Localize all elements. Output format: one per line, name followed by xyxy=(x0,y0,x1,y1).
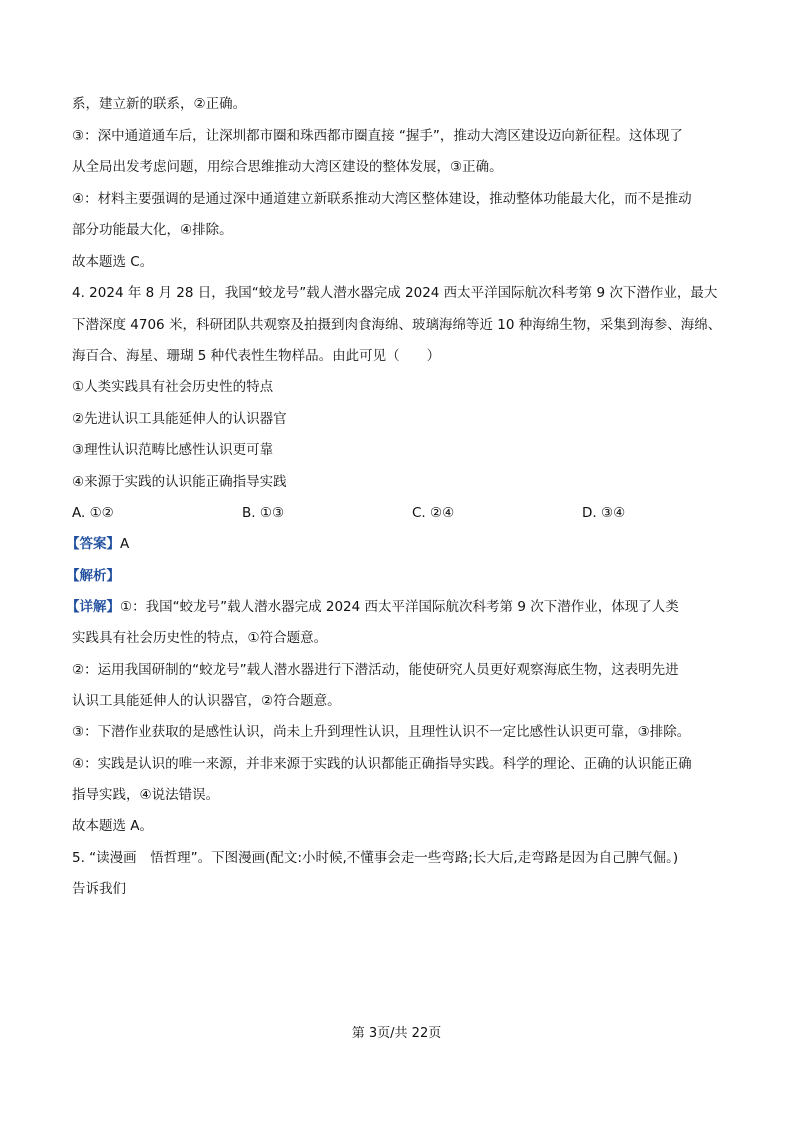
text-line: 认识工具能延伸人的认识器官，②符合题意。 xyxy=(72,693,341,709)
answer-value: A xyxy=(120,536,130,552)
analysis-tag: 【解析】 xyxy=(66,568,120,584)
statement-2: ②先进认识工具能延伸人的认识器官 xyxy=(72,411,287,427)
text-line: 指导实践，④说法错误。 xyxy=(72,787,220,803)
text-line: 实践具有社会历史性的特点，①符合题意。 xyxy=(72,630,328,646)
question-5-stem: 5. “读漫画 悟哲理”。下图漫画(配文:小时候,不懂事会走一些弯路;长大后,走弯路是因为自己脾气倔。) xyxy=(72,850,679,866)
text-line: ②：运用我国研制的“蛟龙号”载人潜水器进行下潜活动，能使研究人员更好观察海底生物，这表明先进 xyxy=(72,662,679,678)
statement-3: ③理性认识范畴比感性认识更可靠 xyxy=(72,442,274,458)
text-line: 故本题选 A。 xyxy=(72,818,154,834)
text-line: 故本题选 C。 xyxy=(72,254,154,270)
option-a: A. ①② xyxy=(72,505,114,521)
question-4-stem: 4. 2024 年 8 月 28 日，我国“蛟龙号”载人潜水器完成 2024 西太平洋国际航次科考第 9 次下潜作业，最大 xyxy=(72,285,718,301)
page-number: 第 3页/共 22页 xyxy=(351,1026,442,1041)
answer-tag: 【答案】 xyxy=(66,536,120,552)
detail-tag: 【详解】 xyxy=(66,599,120,615)
answer-line xyxy=(66,534,129,554)
statement-4: ④来源于实践的认识能正确指导实践 xyxy=(72,474,287,490)
text-line: ④：材料主要强调的是通过深中通道建立新联系推动大湾区整体建设，推动整体功能最大化，而不是推动 xyxy=(72,191,692,207)
detail-line: 【详解】①：我国“蛟龙号”载人潜水器完成 2024 西太平洋国际航次科考第 9 次下潜作业，体现了人类 xyxy=(66,599,679,615)
option-b: B. ①③ xyxy=(242,505,285,521)
text-line: 从全局出发考虑问题，用综合思维推动大湾区建设的整体发展，③正确。 xyxy=(72,159,503,175)
statement-1: ①人类实践具有社会历史性的特点 xyxy=(72,379,274,395)
text-line: ④：实践是认识的唯一来源，并非来源于实践的认识都能正确指导实践。科学的理论、正确的认识能正确 xyxy=(72,756,692,772)
option-d: D. ③④ xyxy=(582,505,626,521)
text-line: 部分功能最大化，④排除。 xyxy=(72,222,233,238)
question-4-stem: 下潜深度 4706 米，科研团队共观察及拍摄到肉食海绵、玻璃海绵等近 10 种海绵生物，采集到海参、海绵、 xyxy=(72,317,722,333)
text-line: ③：深中通道通车后，让深圳都市圈和珠西都市圈直接 “握手”，推动大湾区建设迈向新征程。这体现了 xyxy=(72,128,683,144)
text-line: ③：下潜作业获取的是感性认识，尚未上升到理性认识，且理性认识不一定比感性认识更可靠，③排除。 xyxy=(72,724,691,740)
question-4-stem: 海百合、海星、珊瑚 5 种代表性生物样品。由此可见（ ） xyxy=(72,348,441,364)
question-5-stem: 告诉我们 xyxy=(72,881,126,897)
text-line: 系，建立新的联系，②正确。 xyxy=(72,96,247,112)
option-c: C. ②④ xyxy=(412,505,455,521)
